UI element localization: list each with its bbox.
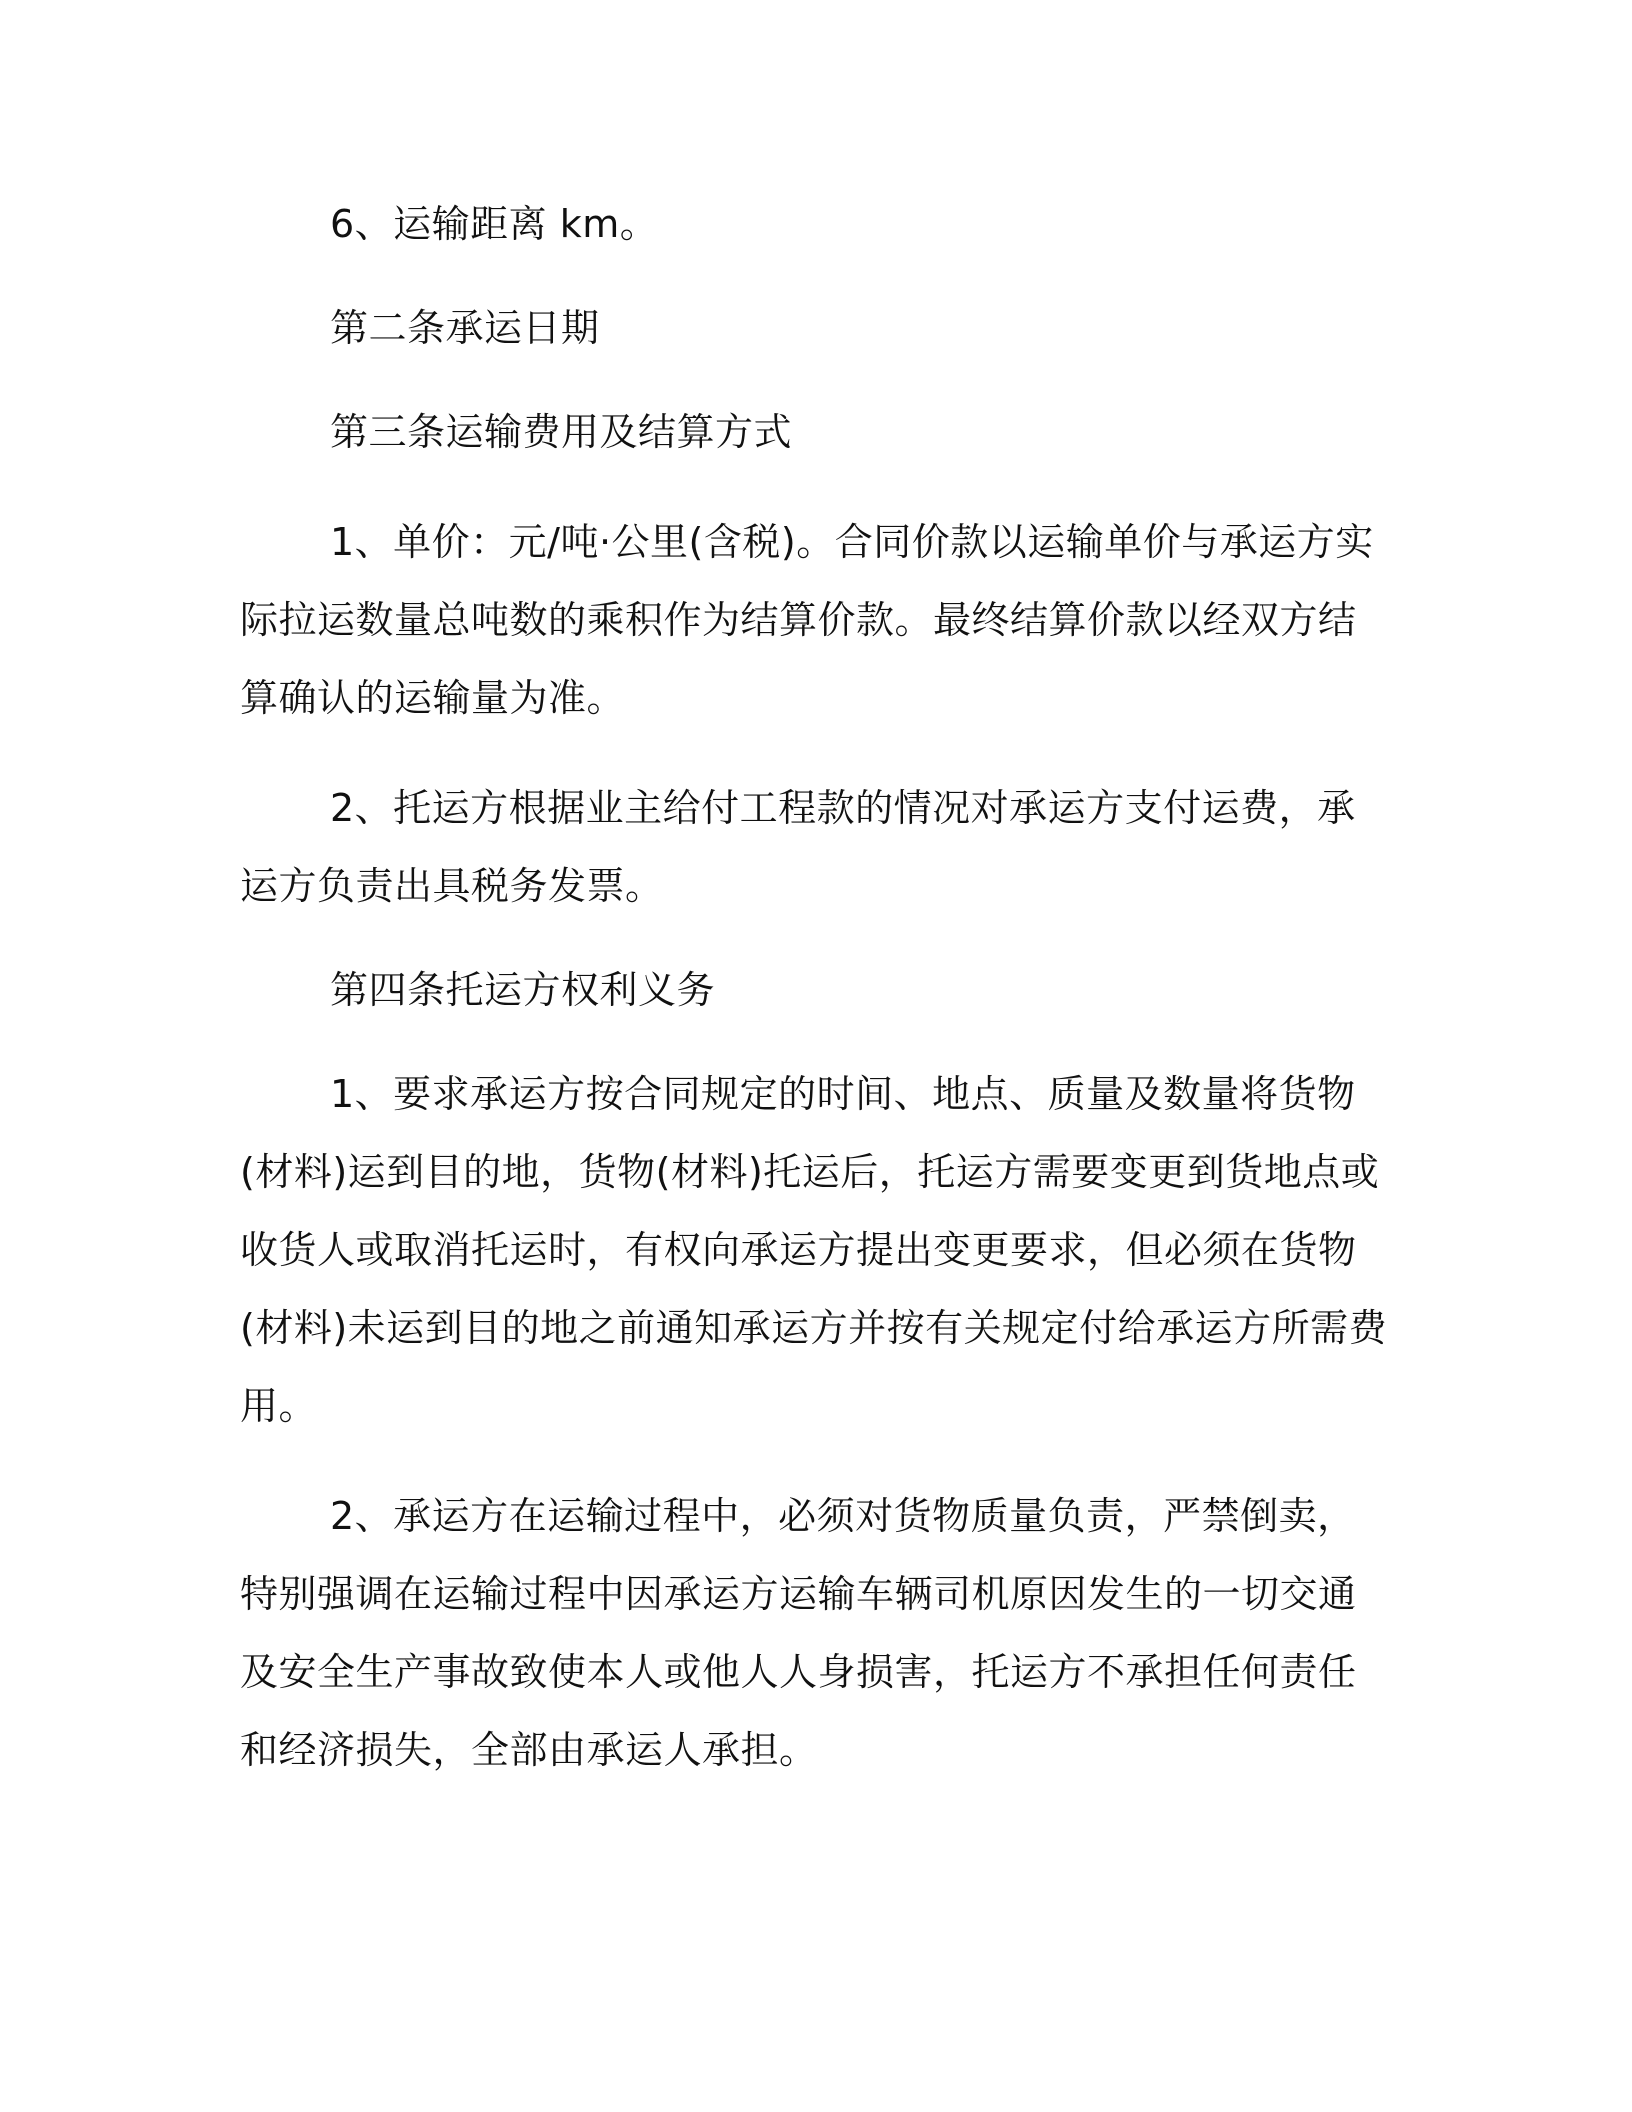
clause-item-shipper-requirements: 1、要求承运方按合同规定的时间、地点、质量及数量将货物(材料)运到目的地，货物(材料)托运后，托运方需要变更到货地点或收货人或取消托运时，有权向承运方提出变更要求，但必须在货物(材料)未运到目的地之前通知承运方并按有关规定付给承运方所需费用。 <box>240 1072 1388 1428</box>
clause-item-carrier-liability: 2、承运方在运输过程中，必须对货物质量负责，严禁倒卖，特别强调在运输过程中因承运方运输车辆司机原因发生的一切交通及安全生产事故致使本人或他人人身损害，托运方不承担任何责任和经济损失，全部由承运人承担。 <box>240 1494 1357 1772</box>
clause-heading-carriage-date: 第二条承运日期 <box>330 306 600 350</box>
clause-item-payment: 2、托运方根据业主给付工程款的情况对承运方支付运费，承运方负责出具税务发票。 <box>240 786 1356 908</box>
clause-item-unit-price: 1、单价：元/吨·公里(含税)。合同价款以运输单价与承运方实际拉运数量总吨数的乘积作为结算价款。最终结算价款以经双方结算确认的运输量为准。 <box>240 520 1374 720</box>
clause-item-transport-distance: 6、运输距离 km。 <box>330 202 659 246</box>
clause-heading-fees-settlement: 第三条运输费用及结算方式 <box>330 410 793 454</box>
document-body <box>240 185 1390 1789</box>
clause-heading-shipper-rights: 第四条托运方权利义务 <box>330 968 716 1012</box>
